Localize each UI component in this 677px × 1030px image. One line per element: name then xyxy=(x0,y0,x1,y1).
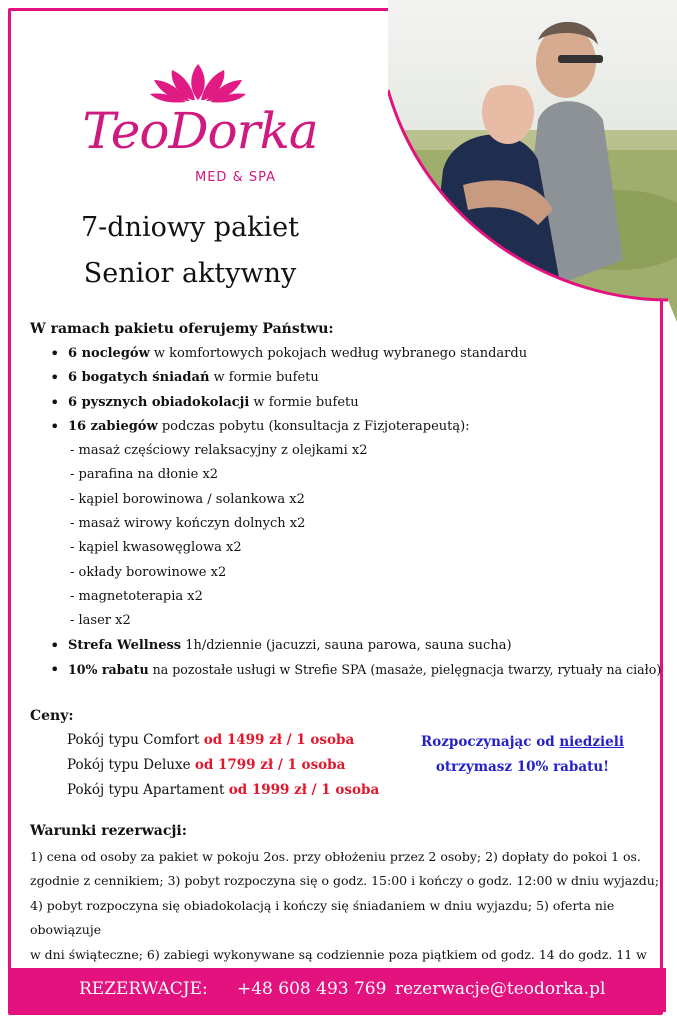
couple-photo xyxy=(388,0,677,322)
brand-subtitle: MED & SPA xyxy=(195,170,276,185)
package-title-line2: Senior aktywny xyxy=(83,258,297,289)
conditions-text: 1) cena od osoby za pakiet w pokoju 2os. przy obłożeniu przez 2 osoby; 2) dopłaty do pokoi 1 os. zgodnie z cennikiem; 3) pobyt rozpoczyna się o godz. 15:00 i kończy o godz. 12:00 w dniu wyjazdu; 4) pobyt rozpoczyna się obiadokolacją i kończy się śniadaniem w dniu wyjazdu; 5) oferta nie obowiązuje w dni świąteczne; 6) zabiegi wykonywane są codziennie poza piątkiem od godz. 14 do godz. 11 w xyxy=(30,849,660,962)
treatment-item: - kąpiel kwasowęglowa x2 xyxy=(70,540,242,556)
offers-heading: W ramach pakietu oferujemy Państwu: xyxy=(30,321,334,337)
treatment-item: - laser x2 xyxy=(70,613,131,629)
list-item: • 16 zabiegów podczas pobytu (konsultacja z Fizjoterapeutą): xyxy=(68,415,677,439)
offers-list xyxy=(30,342,677,682)
phone-link[interactable]: +48 608 493 769 xyxy=(237,979,387,999)
promo-text: Rozpoczynając od niedzieli otrzymasz 10% rabatu! xyxy=(421,734,624,775)
price-row-apartament: Pokój typu Apartament od 1999 zł / 1 osoba xyxy=(67,782,380,798)
list-item: • Strefa Wellness 1h/dziennie (jacuzzi, sauna parowa, sauna sucha) xyxy=(68,634,677,658)
treatment-item: - masaż częściowy relaksacyjny z olejkami x2 xyxy=(70,443,368,459)
list-item: • 6 noclegów w komfortowych pokojach według wybranego standardu xyxy=(68,342,677,366)
footer-label: REZERWACJE: xyxy=(79,979,208,999)
reservation-footer xyxy=(11,968,666,1012)
price-row-comfort: Pokój typu Comfort od 1499 zł / 1 osoba xyxy=(67,732,355,748)
conditions-heading: Warunki rezerwacji: xyxy=(30,823,187,839)
list-item: • 6 bogatych śniadań w formie bufetu xyxy=(68,366,677,390)
treatment-item: - masaż wirowy kończyn dolnych x2 xyxy=(70,516,306,532)
brand-name: TeoDorka xyxy=(82,102,318,160)
treatment-item: - kąpiel borowinowa / solankowa x2 xyxy=(70,491,305,507)
email-link[interactable]: rezerwacje@teodorka.pl xyxy=(395,979,606,999)
treatment-item: - parafina na dłonie x2 xyxy=(70,467,219,483)
treatment-item: - okłady borowinowe x2 xyxy=(70,564,227,580)
promo-link[interactable]: niedzieli xyxy=(559,734,624,750)
prices-heading: Ceny: xyxy=(30,708,74,724)
list-item: • 10% rabatu na pozostałe usługi w Strefie SPA (masaże, pielęgnacja twarzy, rytuały na ciało) xyxy=(68,658,677,682)
package-title-line1: 7-dniowy pakiet xyxy=(80,212,300,243)
price-row-deluxe: Pokój typu Deluxe od 1799 zł / 1 osoba xyxy=(67,757,346,773)
list-item: • 6 pysznych obiadokolacji w formie bufetu xyxy=(68,391,677,415)
treatment-item: - magnetoterapia x2 xyxy=(70,588,203,604)
